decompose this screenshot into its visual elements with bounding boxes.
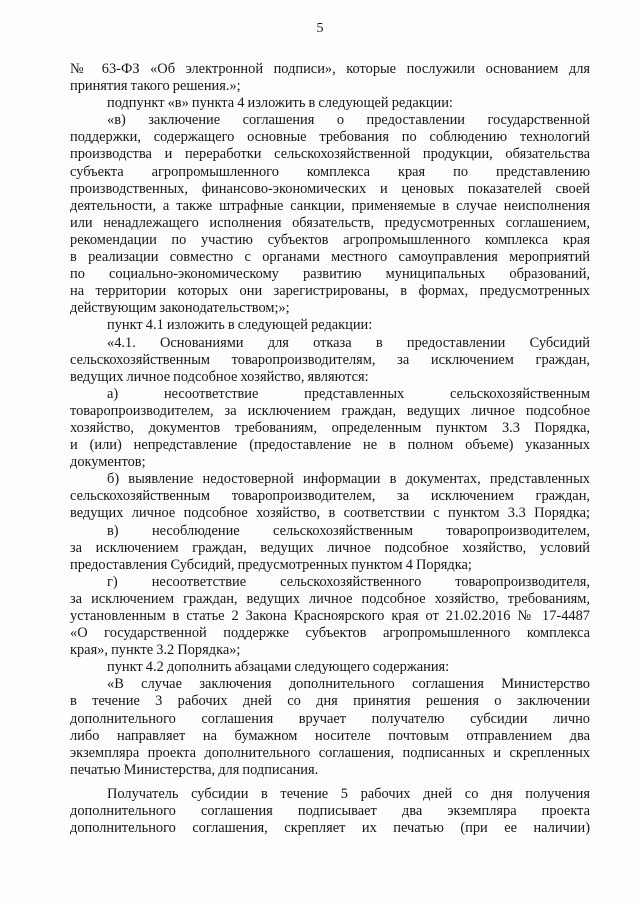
text-line: дополнительного соглашения, скрепляет их печатью (при ее наличии) (70, 820, 590, 837)
text-line: сельскохозяйственным товаропроизводителям, за исключением граждан, (70, 351, 590, 368)
text-line: а) несоответствие представленных сельскохозяйственным (107, 385, 590, 402)
text-line: № 63-ФЗ «Об электронной подписи», которые послужили основанием для (70, 61, 590, 77)
text-line: печатью Министерства, для подписания. (70, 761, 319, 778)
text-line: в течение 3 рабочих дней со дня принятия решения о заключении (70, 693, 590, 710)
text-line: края», пункте 3.2 Порядка»; (70, 642, 241, 659)
text-line: подпункт «в» пункта 4 изложить в следующей редакции: (107, 95, 453, 112)
text-line: действующим законодательством;»; (70, 300, 290, 317)
text-line: за исключением граждан, ведущих личное подсобное хозяйство, требованиям, (70, 590, 590, 607)
text-line: «О государственной поддержке субъектов агропромышленного комплекса (70, 625, 590, 642)
text-line: экземпляра проекта дополнительного соглашения, подписанных и скрепленных (70, 744, 590, 761)
text-line: за исключением граждан, ведущих личное подсобное хозяйство, условий (70, 539, 590, 556)
text-line: документов; (70, 454, 146, 471)
text-line: деятельности, а также штрафные санкции, применяемые в случае неисполнения (70, 197, 590, 214)
text-line: принятия такого решения.»; (70, 78, 241, 95)
text-line: пункт 4.2 дополнить абзацами следующего содержания: (107, 659, 450, 676)
text-line: товаропроизводителем, за исключением граждан, ведущих личное подсобное (70, 402, 590, 419)
text-line: сельскохозяйственным товаропроизводителем, за исключением граждан, (70, 488, 590, 505)
text-line: поддержки, содержащего основные требования по соблюдению технологий (70, 129, 590, 146)
text-line: хозяйство, документов требованиям, определенным пунктом 3.3 Порядка, (70, 419, 590, 436)
text-line: в реализации совместно с органами местного самоуправления мероприятий (70, 249, 590, 266)
page-number: 5 (316, 21, 324, 36)
text-line: производственных, финансово-экономических и ценовых показателей своей (70, 180, 590, 197)
text-line: Получатель субсидии в течение 5 рабочих дней со дня получения (107, 785, 590, 802)
text-line: пункт 4.1 изложить в следующей редакции: (107, 317, 373, 334)
text-line: по социально-экономическому развитию муниципальных образований, (70, 266, 590, 283)
text-line: либо направляет на бумажном носителе почтовым отправлением два (70, 727, 590, 744)
text-line: производства и переработки сельскохозяйственной продукции, обязательства (70, 146, 590, 163)
text-line: дополнительного соглашения вручает получателю субсидии лично (70, 710, 590, 727)
text-line: предоставления Субсидий, предусмотренных пунктом 4 Порядка; (70, 556, 472, 573)
text-line: «В случае заключения дополнительного соглашения Министерство (107, 676, 590, 693)
text-line: субъекта агропромышленного комплекса края по представлению (70, 163, 590, 180)
text-line: г) несоответствие сельскохозяйственного товаропроизводителя, (107, 573, 590, 590)
text-line: рекомендации по участию субъектов агропромышленного комплекса края (70, 231, 590, 248)
text-line: ведущих личное подсобное хозяйство, являются: (70, 368, 369, 385)
text-line: б) выявление недостоверной информации в документах, представленных (107, 471, 590, 488)
text-line: и (или) непредставление (предоставление не в полном объеме) указанных (70, 437, 590, 454)
text-line: «в) заключение соглашения о предоставлении государственной (107, 112, 590, 129)
text-line: ведущих личное подсобное хозяйство, в соответствии с пунктом 3.3 Порядка; (70, 505, 590, 522)
text-line: или ненадлежащего исполнения обязательств, предусмотренных соглашением, (70, 214, 590, 231)
document-body (70, 61, 590, 837)
text-line: «4.1. Основаниями для отказа в предоставлении Субсидий (107, 334, 590, 351)
text-line: установленным в статье 2 Закона Красноярского края от 21.02.2016 № 17-4487 (70, 608, 590, 624)
text-line: на территории которых они зарегистрированы, в формах, предусмотренных (70, 283, 590, 300)
text-line: в) несоблюдение сельскохозяйственным товаропроизводителем, (107, 522, 590, 539)
text-line: дополнительного соглашения подписывает два экземпляра проекта (70, 803, 590, 820)
